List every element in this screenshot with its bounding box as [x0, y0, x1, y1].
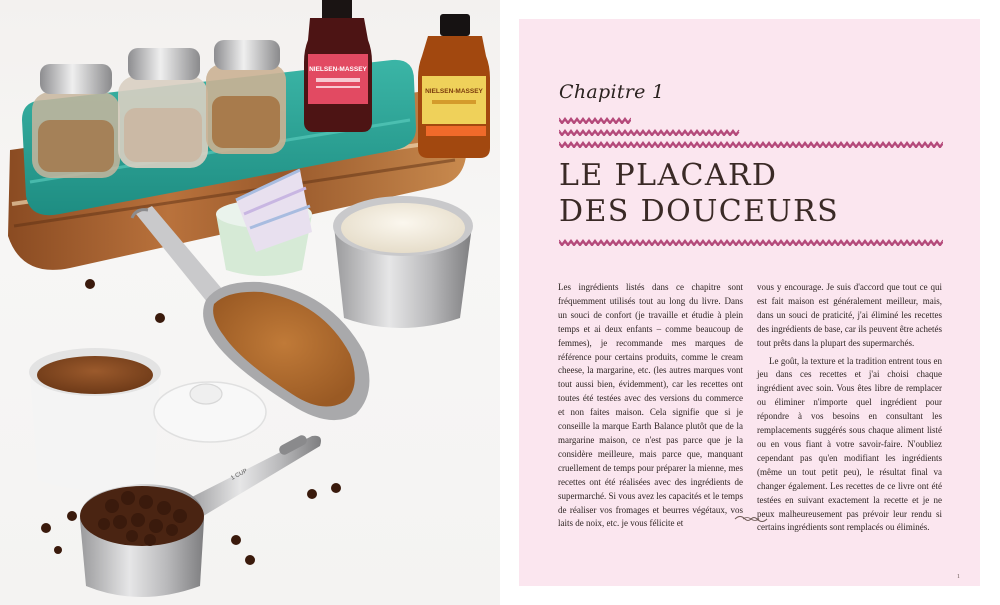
zigzag-rule-3	[559, 140, 943, 148]
text-column-left	[558, 281, 743, 531]
chapter-label: Chapitre 1	[559, 81, 665, 103]
brown-sugar-bowl	[29, 348, 161, 490]
zigzag-rule-4	[559, 238, 943, 246]
spice-jar-right	[206, 40, 286, 154]
zigzag-rule-1	[559, 116, 631, 124]
text-column-right	[757, 281, 942, 535]
flour-bowl	[333, 196, 473, 328]
spice-jar-left	[32, 64, 120, 178]
page-number: 1	[957, 574, 960, 580]
scoop-label: 1 CUP	[230, 468, 249, 482]
vanilla-bottle-red	[304, 0, 372, 132]
bottle-right-label: NIELSEN-MASSEY	[425, 88, 483, 95]
flourish-ornament	[733, 514, 769, 524]
paragraph: Le goût, la texture et la tradition entrent tous en jeu dans ces recettes et j'ai choisi chaque ingrédient avec soin. Vous êtes libre de remplacer ou éliminer n'importe quel ingrédient pour répondre à vos besoins en consultant les remplacements suggérés sous chaque aliment listé ou en vous fiant à votre savoir-faire. N'oubliez cependant pas qu'en modifiant les ingrédients (même un tout petit peu), le résultat final va changer également. Les recettes de ce livre ont été testées en suivant exactement la recette et je ne peux malheureusement pas prévoir leur rendu si certains ingrédients sont remplacés ou éliminés.	[757, 355, 942, 533]
vanilla-bottle-amber	[418, 14, 490, 158]
chapter-title-line-1: LE PLACARD	[559, 158, 778, 193]
chapter-title	[559, 158, 839, 230]
zigzag-rule-2	[559, 128, 741, 136]
bottle-left-label: NIELSEN-MASSEY	[309, 66, 367, 73]
chapter-page	[500, 0, 1000, 605]
spice-jar-middle	[118, 48, 208, 168]
paragraph: Les ingrédients listés dans ce chapitre sont fréquemment utilisés tout au long du livre. Dans un souci de confort (je travaille et étudie à plein temps et ai deux enfants – comme beaucoup de femmes), je recommande mes marques de référence pour certains produits, comme le cream cheese, la margarine, etc. (les autres marques vont tout aussi bien, évidemment), car les recettes ont toutes été testées avec des versions du commerce et non faites maison. Cela signifie que si je conseille la marque Earth Balance plutôt que de la margarine maison, ce n'est pas parce que je la considère meilleure, mais parce que, manquant cruellement de temps pour préparer la mienne, mes recettes ont été réalisées avec des ingrédients de supermarché. Si vous avez les capacités et le temps de réaliser vos fromages et beurres végétaux, vos laits de noix, etc. je vous félicite et	[558, 282, 743, 529]
pink-panel	[519, 19, 980, 586]
paragraph: vous y encourage. Je suis d'accord que tout ce qui est fait maison est généralement meilleur, mais, dans un souci de praticité, j'ai éliminé les recettes des ingrédients de base, car ils peuvent être achetés tout prêts dans la plupart des supermarchés.	[757, 282, 942, 348]
bowl-lid	[154, 382, 266, 442]
chapter-title-line-2: DES DOUCEURS	[559, 194, 840, 229]
